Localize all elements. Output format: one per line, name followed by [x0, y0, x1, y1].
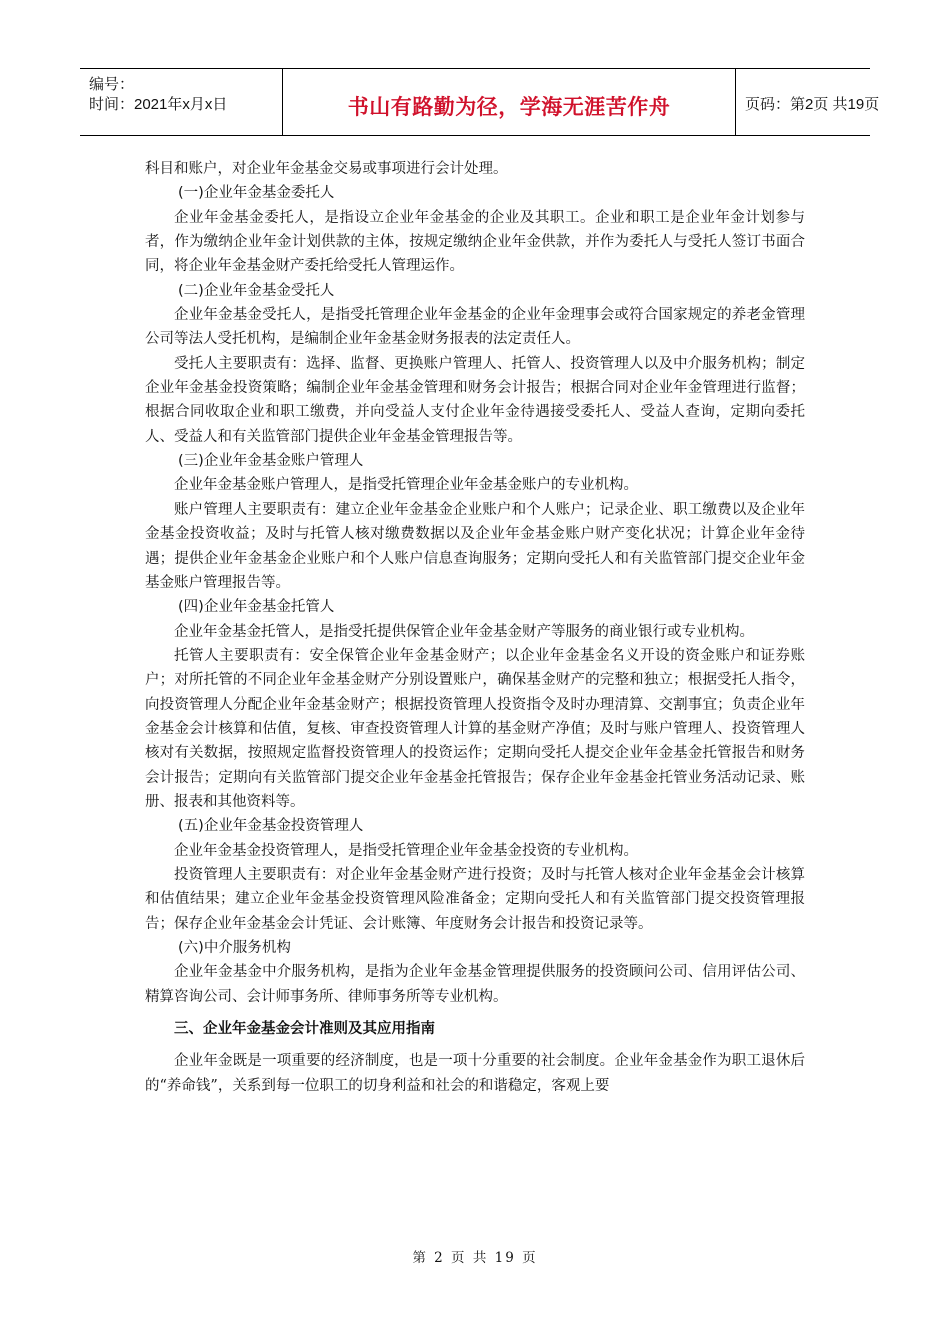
header-motto: 书山有路勤为径，学海无涯苦作舟 [347, 95, 671, 119]
subsection-heading: (二)企业年金基金受托人 [178, 282, 335, 299]
paragraph: 托管人主要职责有：安全保管企业年金基金财产；以企业年金基金名义开设的资金账户和证券账户；对所托管的不同企业年金基金财产分别设置账户，确保基金财产的完整和独立；根据受托人指令，向投资管理人分配企业年金基金财产；根据投资管理人投资指令及时办理清算、交割事宜；负责企业年金基金会计核算和估值，复核、审查投资管理人计算的基金财产净值；及时与账户管理人、投资管理人核对有关数据，按照规定监督投资管理人的投资运作；定期向受托人提交企业年金基金托管报告和财务会计报告；定期向有关监管部门提交企业年金基金托管报告；保存企业年金基金托管业务活动记录、账册、报表和其他资料等。 [145, 647, 805, 810]
page-header [80, 68, 880, 136]
paragraph: 企业年金基金账户管理人，是指受托管理企业年金基金账户的专业机构。 [174, 477, 638, 494]
page-footer: 第 2 页 共 19 页 [412, 1250, 538, 1266]
paragraph: 企业年金基金中介服务机构，是指为企业年金基金管理提供服务的投资顾问公司、信用评估公司、精算咨询公司、会计师事务所、律师事务所等专业机构。 [145, 964, 805, 1005]
paragraph: 企业年金既是一项重要的经济制度，也是一项十分重要的社会制度。企业年金基金作为职工退休后的“养命钱”，关系到每一位职工的切身利益和社会的和谐稳定，客观上要 [145, 1053, 805, 1094]
document-body [145, 157, 805, 1098]
subsection-heading: (五)企业年金基金投资管理人 [178, 818, 364, 835]
paragraph: 企业年金基金委托人，是指设立企业年金基金的企业及其职工。企业和职工是企业年金计划参与者，作为缴纳企业年金计划供款的主体，按规定缴纳企业年金供款，并作为委托人与受托人签订书面合同，将企业年金基金财产委托给受托人管理运作。 [145, 209, 805, 275]
section-gap [145, 1041, 805, 1049]
paragraph: 账户管理人主要职责有：建立企业年金基金企业账户和个人账户；记录企业、职工缴费以及企业年金基金投资收益；及时与托管人核对缴费数据以及企业年金基金账户财产变化状况；计算企业年金待遇；提供企业年金基金企业账户和个人账户信息查询服务；定期向受托人和有关监管部门提交企业年金基金账户管理报告等。 [145, 501, 805, 591]
paragraph: 受托人主要职责有：选择、监督、更换账户管理人、托管人、投资管理人以及中介服务机构；制定企业年金基金投资策略；编制企业年金基金管理和财务会计报告；根据合同对企业年金管理进行监督；根据合同收取企业和职工缴费，并向受益人支付企业年金待遇接受委托人、受益人查询，定期向委托人、受益人和有关监管部门提供企业年金基金管理报告等。 [145, 355, 805, 445]
paragraph: 投资管理人主要职责有：对企业年金基金财产进行投资；及时与托管人核对企业年金基金会计核算和估值结果；建立企业年金基金投资管理风险准备金；定期向受托人和有关监管部门提交投资管理报告；保存企业年金基金会计凭证、会计账簿、年度财务会计报告和投资记录等。 [145, 866, 805, 932]
paragraph: 科目和账户，对企业年金基金交易或事项进行会计处理。 [145, 161, 508, 177]
paragraph: 企业年金基金投资管理人，是指受托管理企业年金基金投资的专业机构。 [174, 842, 638, 859]
document-number: 编号： [89, 76, 135, 93]
section-heading: 三、企业年金基金会计准则及其应用指南 [174, 1021, 435, 1038]
document-date: 时间：2021年x月x日 [89, 96, 228, 113]
section-gap [145, 1009, 805, 1017]
subsection-heading: (六)中介服务机构 [178, 940, 291, 956]
header-page-cell [736, 69, 880, 135]
paragraph: 企业年金基金托管人，是指受托提供保管企业年金基金财产等服务的商业银行或专业机构。 [174, 623, 754, 640]
header-meta-cell [80, 69, 283, 135]
subsection-heading: (四)企业年金基金托管人 [178, 599, 335, 616]
header-motto-cell [283, 69, 736, 135]
subsection-heading: (三)企业年金基金账户管理人 [178, 453, 364, 470]
subsection-heading: (一)企业年金基金委托人 [178, 185, 335, 202]
header-page-info: 页码：第2页 共19页 [745, 96, 880, 113]
paragraph: 企业年金基金受托人，是指受托管理企业年金基金的企业年金理事会或符合国家规定的养老金管理公司等法人受托机构，是编制企业年金基金财务报表的法定责任人。 [145, 307, 805, 348]
